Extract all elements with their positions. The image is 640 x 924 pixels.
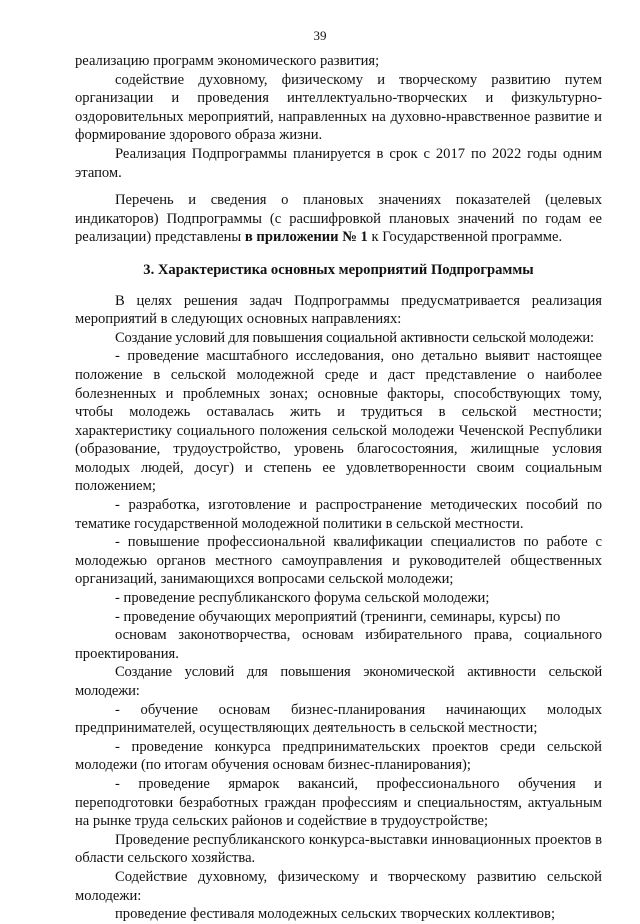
document-body — [75, 52, 602, 924]
list-item: - проведение республиканского форума сельской молодежи; — [115, 590, 490, 607]
paragraph-text: к Государственной программе. — [367, 229, 563, 246]
paragraph: Реализация Подпрограммы планируется в срок с 2017 по 2022 годы одним этапом. — [75, 145, 602, 181]
paragraph: реализацию программ экономического развития; — [75, 53, 380, 69]
page-number: 39 — [313, 28, 327, 43]
paragraph: проведение фестиваля молодежных сельских творческих коллективов; — [115, 906, 556, 923]
list-item: - проведение ярмарок вакансий, профессионального обучения и переподготовки безработных граждан профессиям и специальностям, актуальным на рынке труда сельских районов и содействие в трудоустройстве; — [75, 775, 602, 830]
paragraph: Проведение республиканского конкурса-выставки инновационных проектов в области сельского хозяйства. — [75, 831, 602, 867]
paragraph: Содействие духовному, физическому и творческому развитию сельской молодежи: — [75, 868, 602, 904]
paragraph: Создание условий для повышения социальной активности сельской молодежи: — [115, 329, 594, 346]
list-item: - разработка, изготовление и распространение методических пособий по тематике государственной молодежной политики в сельской местности. — [75, 497, 602, 532]
list-item: - повышение профессиональной квалификации специалистов по работе с молодежью органов местного самоуправления и руководителей общественных организаций, занимающихся вопросами сельской молодежи; — [75, 534, 602, 588]
list-item: - проведение обучающих мероприятий (тренинги, семинары, курсы) по — [115, 608, 561, 625]
appendix-reference: в приложении № 1 — [244, 229, 368, 246]
section-heading: 3. Характеристика основных мероприятий Подпрограммы — [143, 261, 534, 278]
list-item: - проведение масштабного исследования, оно детально выявит настоящее положение в сельской молодежной среде и даст представление о наиболее болезненных и проблемных зонах; основные факторы, способствующих тому, чтобы молодежь оставалась жить и трудиться в сельской местности; характеристику социального положения сельской молодежи Чеченской Республики (образование, трудоустройство, уровень благосостояния, жилищные условия молодых людей, досуг) и степень ее удовлетворенности своим социальным положением; — [75, 348, 602, 495]
paragraph: Создание условий для повышения экономической активности сельской молодежи: — [75, 664, 602, 699]
paragraph: В целях решения задач Подпрограммы предусматривается реализация мероприятий в следующих основных направлениях: — [75, 292, 602, 328]
paragraph-text: Перечень и сведения о плановых значениях показателей (целевых индикаторов) Подпрограммы (с расшифровкой плановых значений по годам ее реализации) представлены — [75, 192, 602, 246]
paragraph — [75, 191, 602, 247]
paragraph: содействие духовному, физическому и творческому развитию путем организации и проведения интеллектуально-творческих и физкультурно-оздоровительных мероприятий, направленных на духовно-нравственное развитие и формирование здорового образа жизни. — [75, 71, 602, 144]
paragraph: основам законотворчества, основам избирательного права, социального проектирования. — [75, 627, 602, 662]
list-item: - проведение конкурса предпринимательских проектов среди сельской молодежи (по итогам обучения основам бизнес-планирования); — [75, 738, 602, 774]
list-item: - обучение основам бизнес-планирования начинающих молодых предпринимателей, осуществляющих деятельность в сельской местности; — [75, 701, 602, 737]
